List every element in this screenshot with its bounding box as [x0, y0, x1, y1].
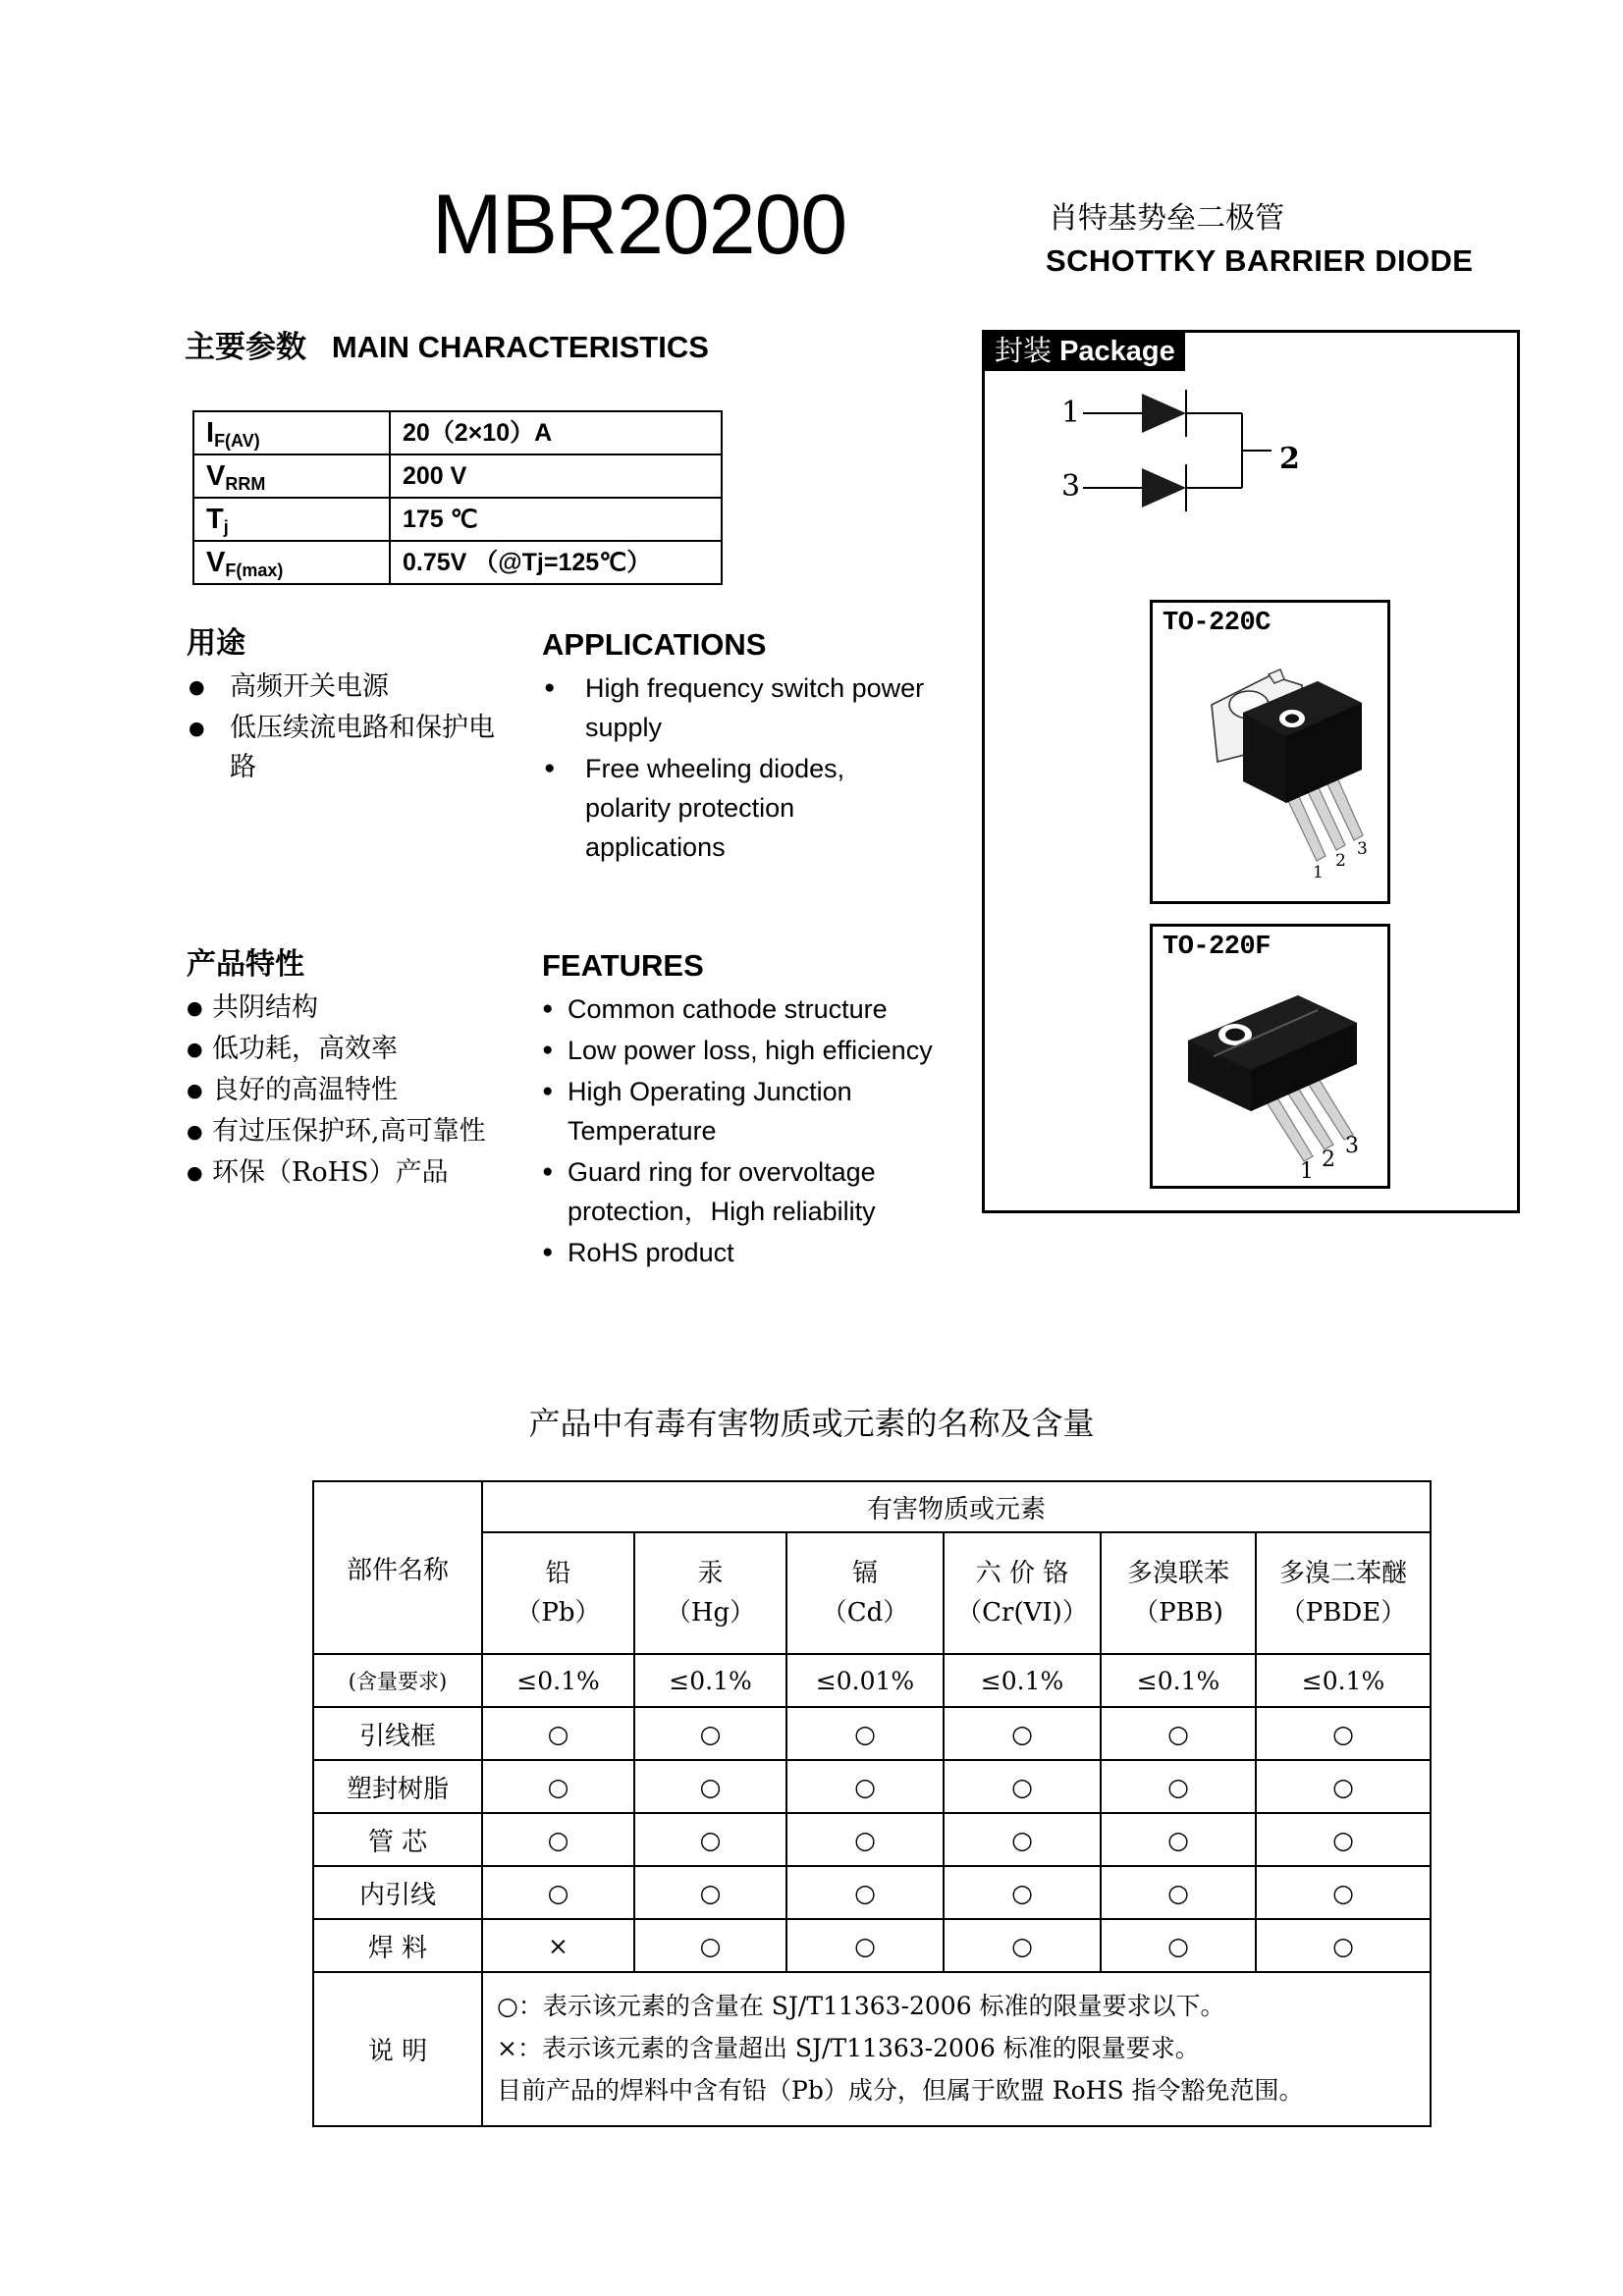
rohs-notes: [482, 1972, 1431, 2126]
rohs-mark: ○: [944, 1760, 1101, 1813]
rohs-mark: ○: [634, 1866, 786, 1919]
rohs-substance-pbb: 多溴联苯 （PBB): [1101, 1532, 1256, 1654]
rohs-mark: ○: [634, 1919, 786, 1972]
list-item: ● High Operating Junction Temperature: [542, 1072, 935, 1150]
list-item: ● RoHS product: [542, 1233, 935, 1272]
list-item: ● 高频开关电源: [187, 667, 511, 707]
applications-chinese-block: [187, 626, 511, 789]
schematic-diagram: [985, 378, 1523, 535]
main-characteristics-heading-cn: 主要参数: [185, 330, 306, 365]
spec-value-tj: 175 ℃: [390, 498, 722, 541]
table-row: [313, 1972, 1431, 2126]
to220c-illustration: [1153, 624, 1387, 901]
to220c-pin-3-label: 3: [1357, 839, 1368, 859]
rohs-limit-cd: ≤0.01%: [786, 1654, 944, 1707]
spec-symbol-tj: $T_j$: [193, 498, 390, 541]
list-item: ● Common cathode structure: [542, 989, 935, 1029]
features-title-cn: 产品特性: [187, 947, 304, 982]
table-row: [313, 1813, 1431, 1866]
rohs-note-line: ○：表示该元素的含量在 SJ/T11363-2006 标准的限量要求以下。: [497, 1992, 1225, 2020]
table-row: [193, 411, 722, 454]
rohs-substance-pb: 铅 （Pb）: [482, 1532, 634, 1654]
rohs-note-line: ×：表示该元素的含量超出 SJ/T11363-2006 标准的限量要求。: [497, 2034, 1200, 2062]
rohs-mark: ○: [634, 1707, 786, 1760]
rohs-part-name-header: 部件名称: [313, 1481, 482, 1654]
table-row: [193, 541, 722, 584]
schematic-pin-2-label: 2: [1279, 442, 1300, 476]
subtitle-english: SCHOTTKY BARRIER DIODE: [1046, 243, 1474, 278]
features-list-cn: [187, 988, 511, 1193]
applications-title-cn: 用途: [187, 626, 245, 661]
rohs-mark: ○: [1256, 1813, 1431, 1866]
rohs-group-header: 有害物质或元素: [482, 1481, 1431, 1532]
spec-value-vf-max: 0.75V （@Tj=125℃）: [390, 541, 722, 584]
to220c-pin-2-label: 2: [1335, 851, 1346, 871]
rohs-mark: ○: [944, 1919, 1101, 1972]
list-item: ● Guard ring for overvoltage protection，High reliability: [542, 1152, 935, 1231]
table-row: [313, 1760, 1431, 1813]
rohs-substance-cd: 镉 （Cd）: [786, 1532, 944, 1654]
features-chinese-block: [187, 947, 511, 1195]
spec-value-if-av: 20（2×10）A: [390, 411, 722, 454]
rohs-mark: ○: [634, 1760, 786, 1813]
rohs-mark: ○: [482, 1707, 634, 1760]
rohs-substances-table: [312, 1480, 1432, 2127]
rohs-mark: ○: [482, 1760, 634, 1813]
main-characteristics-heading: [185, 322, 709, 366]
to220f-illustration: [1153, 948, 1387, 1186]
rohs-limit-hg: ≤0.1%: [634, 1654, 786, 1707]
rohs-mark: ○: [1256, 1760, 1431, 1813]
to220f-pin-3-label: 3: [1345, 1134, 1359, 1158]
rohs-mark: ○: [1101, 1760, 1256, 1813]
applications-english-block: [542, 626, 935, 869]
applications-list-cn: [187, 667, 511, 787]
rohs-mark: ○: [482, 1866, 634, 1919]
list-item: ● Free wheeling diodes, polarity protection applications: [542, 749, 935, 867]
list-item: ● 共阴结构: [187, 988, 511, 1028]
rohs-limit-row-header: (含量要求): [313, 1654, 482, 1707]
rohs-mark: ○: [1101, 1707, 1256, 1760]
package-panel: [982, 330, 1520, 1213]
rohs-mark: ○: [786, 1866, 944, 1919]
features-english-block: [542, 947, 935, 1274]
rohs-limit-pbb: ≤0.1%: [1101, 1654, 1256, 1707]
rohs-mark: ○: [1101, 1813, 1256, 1866]
rohs-limit-pb: ≤0.1%: [482, 1654, 634, 1707]
package-box-to220c: [1150, 600, 1390, 904]
rohs-note-line: 目前产品的焊料中含有铅（Pb）成分，但属于欧盟 RoHS 指令豁免范围。: [497, 2076, 1304, 2105]
list-item: ● 有过压保护环,高可靠性: [187, 1112, 511, 1151]
package-name-to220f: TO-220F: [1163, 933, 1271, 962]
rohs-mark: ○: [634, 1813, 786, 1866]
rohs-substance-hg: 汞 （Hg）: [634, 1532, 786, 1654]
subtitle-chinese: 肖特基势垒二极管: [1049, 201, 1284, 236]
to220f-pin-2-label: 2: [1322, 1148, 1335, 1172]
list-item: ● High frequency switch power supply: [542, 668, 935, 747]
rohs-mark: ○: [1256, 1707, 1431, 1760]
spec-symbol-vrrm: $V_{RRM}$: [193, 454, 390, 498]
table-row: [193, 498, 722, 541]
table-row: [313, 1654, 1431, 1707]
rohs-mark: ○: [482, 1813, 634, 1866]
table-row: [313, 1866, 1431, 1919]
rohs-mark: ○: [1101, 1919, 1256, 1972]
list-item: ● Low power loss, high efficiency: [542, 1031, 935, 1070]
table-row: [313, 1707, 1431, 1760]
to220c-pin-1-label: 1: [1313, 863, 1324, 882]
package-label-en: Package: [1059, 336, 1175, 367]
rohs-row-name-moldresin: 塑封树脂: [313, 1760, 482, 1813]
rohs-mark: ○: [786, 1760, 944, 1813]
rohs-mark: ×: [482, 1919, 634, 1972]
list-item: ● 良好的高温特性: [187, 1071, 511, 1110]
package-box-to220f: [1150, 924, 1390, 1189]
spec-symbol-vf-max: $V_{F(max)}$: [193, 541, 390, 584]
main-characteristics-heading-en: MAIN CHARACTERISTICS: [331, 330, 709, 364]
rohs-table-title: 产品中有毒有害物质或元素的名称及含量: [528, 1405, 1095, 1442]
list-item: ● 低压续流电路和保护电路: [187, 709, 511, 787]
rohs-row-name-innerlead: 内引线: [313, 1866, 482, 1919]
applications-list-en: [542, 668, 935, 867]
list-item: ● 环保（RoHS）产品: [187, 1153, 511, 1193]
features-title-en: FEATURES: [542, 948, 704, 983]
schematic-pin-1-label: 1: [1061, 396, 1081, 430]
table-row: [313, 1919, 1431, 1972]
applications-title-en: APPLICATIONS: [542, 627, 767, 662]
main-characteristics-table: [192, 410, 723, 585]
rohs-row-name-die: 管 芯: [313, 1813, 482, 1866]
page-title: MBR20200: [432, 178, 847, 272]
rohs-limit-crvi: ≤0.1%: [944, 1654, 1101, 1707]
rohs-mark: ○: [1256, 1919, 1431, 1972]
rohs-mark: ○: [1101, 1866, 1256, 1919]
rohs-substance-pbde: 多溴二苯醚 （PBDE）: [1256, 1532, 1431, 1654]
rohs-substance-crvi: 六 价 铬 （Cr(VI)）: [944, 1532, 1101, 1654]
rohs-mark: ○: [944, 1813, 1101, 1866]
schematic-pin-3-label: 3: [1061, 469, 1081, 504]
table-row: [193, 454, 722, 498]
to220f-pin-1-label: 1: [1300, 1159, 1314, 1184]
spec-symbol-if-av: $I_{F(AV)}$: [193, 411, 390, 454]
rohs-mark: ○: [944, 1866, 1101, 1919]
rohs-mark: ○: [786, 1813, 944, 1866]
rohs-mark: ○: [1256, 1866, 1431, 1919]
spec-value-vrrm: 200 V: [390, 454, 722, 498]
rohs-mark: ○: [786, 1919, 944, 1972]
package-name-to220c: TO-220C: [1163, 609, 1271, 638]
rohs-mark: ○: [944, 1707, 1101, 1760]
table-row: [313, 1481, 1431, 1532]
rohs-row-name-solder: 焊 料: [313, 1919, 482, 1972]
rohs-row-name-leadframe: 引线框: [313, 1707, 482, 1760]
features-list-en: [542, 989, 935, 1272]
rohs-mark: ○: [786, 1707, 944, 1760]
list-item: ● 低功耗，高效率: [187, 1030, 511, 1069]
package-label-cn: 封装: [995, 334, 1053, 367]
rohs-notes-label: 说 明: [313, 1972, 482, 2126]
rohs-limit-pbde: ≤0.1%: [1256, 1654, 1431, 1707]
package-label: [985, 333, 1185, 371]
